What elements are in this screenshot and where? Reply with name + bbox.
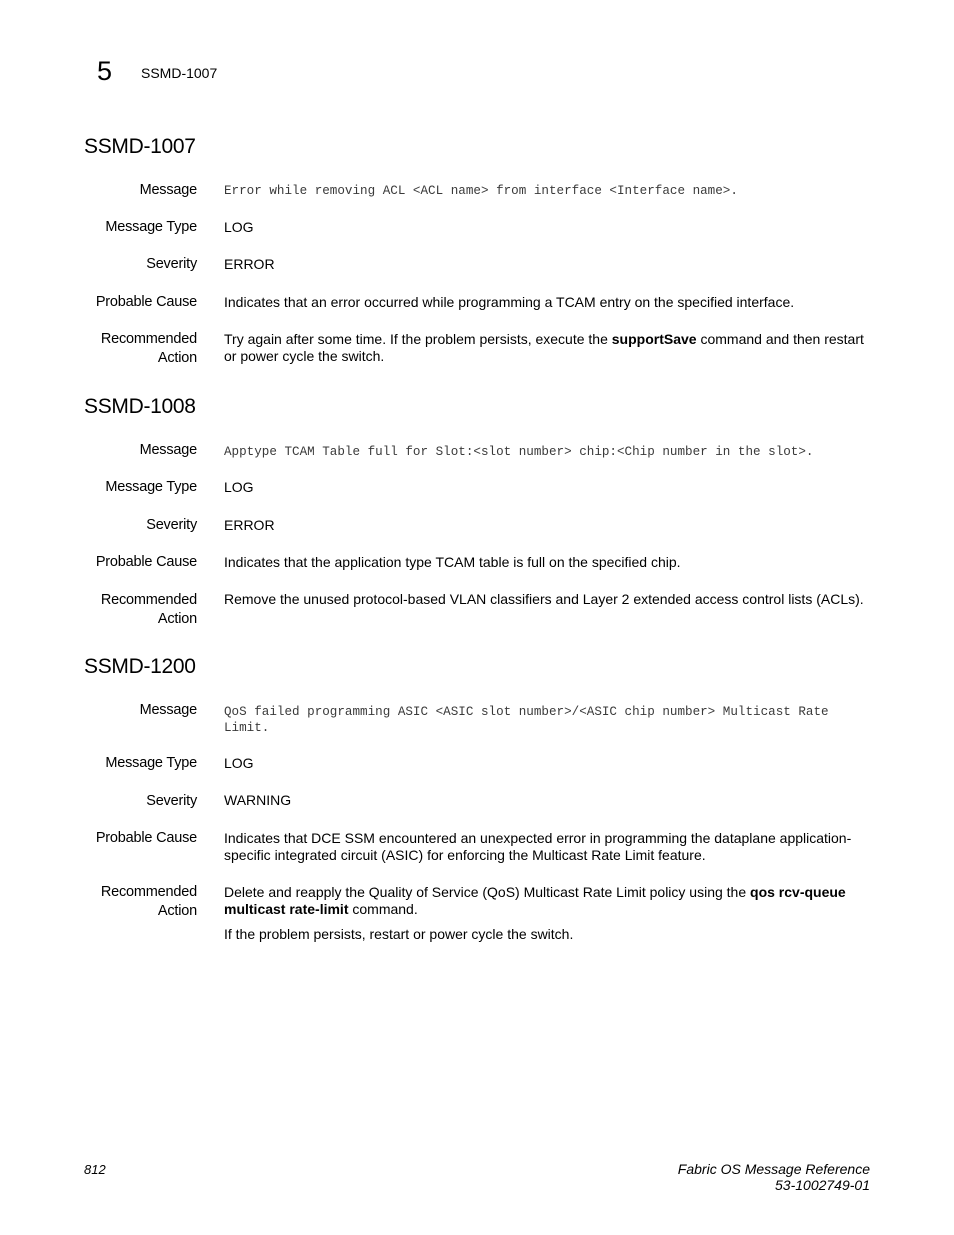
- document-info: [678, 1161, 870, 1193]
- probable-cause-text: Indicates that the application type TCAM table is full on the specified chip.: [224, 554, 681, 570]
- action-text-pre: Delete and reapply the Quality of Service (QoS) Multicast Rate Limit policy using the: [224, 884, 751, 900]
- action-text-pre: Try again after some time. If the problem persists, execute the: [224, 331, 612, 347]
- probable-cause-label: Probable Cause: [95, 554, 197, 570]
- message-type-value: LOG: [224, 219, 254, 235]
- message-type-value: LOG: [224, 755, 254, 771]
- recommended-action-label: [40, 591, 197, 629]
- message-label: Message: [139, 442, 197, 458]
- document-number: 53-1002749-01: [775, 1177, 870, 1193]
- severity-label: Severity: [146, 517, 197, 533]
- action-text-post: command.: [348, 901, 418, 917]
- recommended-label-line: Recommended: [100, 592, 197, 608]
- message-type-value: LOG: [224, 479, 254, 495]
- action-text-post: command and then restart or power cycle the switch.: [224, 331, 864, 364]
- section-title-ssmd-1200: SSMD-1200: [84, 655, 196, 678]
- message-text: Error while removing ACL <ACL name> from interface <Interface name>.: [224, 184, 738, 198]
- message-type-label: Message Type: [105, 755, 197, 771]
- probable-cause-text: Indicates that DCE SSM encountered an unexpected error in programming the dataplane application-specific integrated circuit (ASIC) for enforcing the Multicast Rate Limit feature.: [224, 830, 852, 863]
- probable-cause-label: Probable Cause: [95, 294, 197, 310]
- probable-cause-label: Probable Cause: [95, 830, 197, 846]
- probable-cause-text: Indicates that an error occurred while programming a TCAM entry on the specified interface.: [224, 294, 795, 310]
- message-label: Message: [139, 182, 197, 198]
- action-extra-paragraph: If the problem persists, restart or power cycle the switch.: [224, 926, 574, 942]
- message-text: QoS failed programming ASIC <ASIC slot number>/<ASIC chip number> Multicast Rate Limit.: [224, 705, 829, 735]
- message-type-label: Message Type: [105, 219, 197, 235]
- recommended-action-text: Remove the unused protocol-based VLAN classifiers and Layer 2 extended access control lists (ACLs).: [224, 591, 864, 607]
- action-label-line: Action: [157, 350, 197, 366]
- message-text: Apptype TCAM Table full for Slot:<slot number> chip:<Chip number in the slot>.: [224, 445, 814, 459]
- section-title-ssmd-1008: SSMD-1008: [84, 395, 196, 418]
- recommended-label-line: Recommended: [100, 331, 197, 347]
- page-number: 812: [84, 1162, 106, 1177]
- section-title-ssmd-1007: SSMD-1007: [84, 135, 196, 158]
- action-label-line: Action: [157, 611, 197, 627]
- action-label-line: Action: [157, 903, 197, 919]
- action-command: qos rcv-queue multicast rate-limit: [224, 884, 846, 917]
- severity-label: Severity: [146, 256, 197, 272]
- recommended-action-label: [40, 330, 197, 368]
- recommended-action-text: [224, 884, 870, 943]
- severity-label: Severity: [146, 793, 197, 809]
- recommended-label-line: Recommended: [100, 884, 197, 900]
- document-title: Fabric OS Message Reference: [677, 1161, 870, 1177]
- severity-value: ERROR: [224, 256, 275, 272]
- action-paragraph: [224, 884, 870, 918]
- action-command: supportSave: [611, 331, 697, 347]
- message-type-label: Message Type: [105, 479, 197, 495]
- recommended-action-label: [40, 883, 197, 921]
- chapter-number: 5: [97, 56, 113, 86]
- running-header-title: SSMD-1007: [141, 65, 218, 81]
- severity-value: ERROR: [224, 517, 275, 533]
- severity-value: WARNING: [224, 792, 292, 808]
- message-label: Message: [139, 702, 197, 718]
- recommended-action-text: [224, 331, 870, 365]
